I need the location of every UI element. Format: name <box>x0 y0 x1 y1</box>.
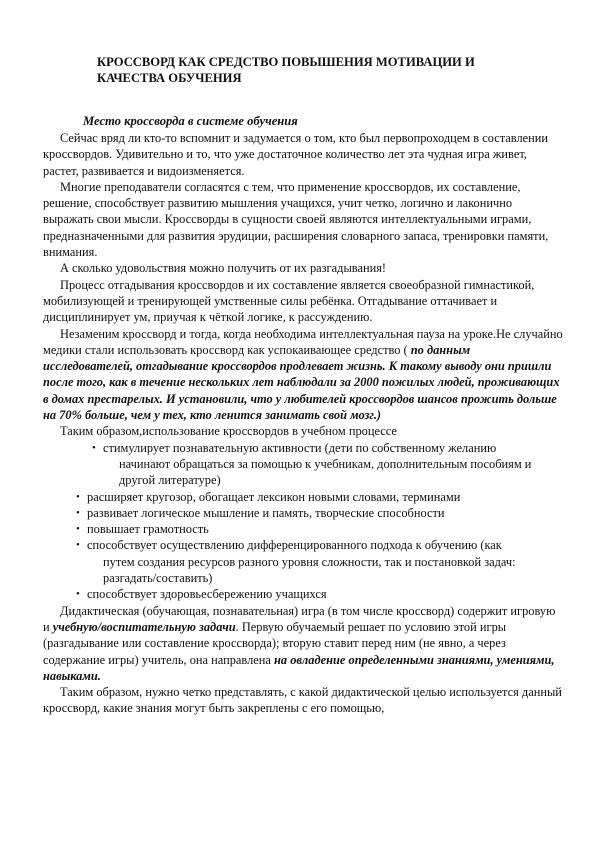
bullet-dot-icon: • <box>76 539 80 552</box>
paragraph-7-start: Дидактическая (обучающая, познавательная) игра (в том числе кроссворд) содержит игровую и <box>43 603 556 634</box>
paragraph-7 <box>43 603 563 684</box>
bullet-2-text: расширяет кругозор, обогащает лексикон новыми словами, терминами <box>87 489 461 504</box>
bullet-1-continuation: начинают обращаться за помощью к учебникам, дополнительным пособиям и другой литературе) <box>119 456 532 488</box>
paragraph-8: Таким образом, нужно четко представлять, с какой дидактической целью используется данный кроссворд, какие знания могут быть закреплены с его помощью, <box>43 685 562 716</box>
bullet-5-continuation: путем создания ресурсов разного уровня сложности, так и постановкой задач: разгадать/составить) <box>103 554 516 586</box>
list-item <box>43 440 563 489</box>
paragraph-6: Таким образом,использование кроссвордов в учебном процессе <box>60 424 397 439</box>
bullet-dot-icon: • <box>76 523 80 536</box>
paragraph-2: Многие преподаватели согласятся с тем, что применение кроссвордов, их составление, решение, способствует развитию мышления учащихся, учит четко, логично и лаконично выражать свои мысли. Кроссворды в сущности своей являются интеллектуальными играми, предназначенными для развития эрудиции, расширения словарного запаса, тренировки памяти, внимания. <box>43 179 549 260</box>
bullet-6-text: способствует здоровьесбережению учащихся <box>87 587 327 602</box>
title-line-1: КРОССВОРД КАК СРЕДСТВО ПОВЫШЕНИЯ МОТИВАЦИИ И <box>97 55 475 69</box>
paragraph-5-text: Незаменим кроссворд и тогда, когда необходима интеллектуальная пауза на уроке.Не случайно медики стали использовать кроссворд как успокаивающее средство ( <box>43 326 563 357</box>
list-item <box>43 521 563 537</box>
document-body <box>43 130 563 717</box>
bullet-1-main: стимулирует познавательную активности ( <box>103 440 329 455</box>
paragraph-5 <box>43 326 563 424</box>
section-subtitle: Место кроссворда в системе обучения <box>83 114 298 128</box>
bullet-dot-icon: • <box>92 441 96 454</box>
list-item <box>43 586 563 602</box>
bullet-5-text: способствует осуществлению дифференцированного подхода к обучению (как <box>87 538 502 553</box>
paragraph-7-emphasis-1: учебную/воспитательную задачи <box>52 619 236 634</box>
bullet-dot-icon: • <box>76 506 80 519</box>
paragraph-5-italic: по данным исследователей, отгадывание кроссвордов продлевает жизнь. К такому выводу они пришли после того, как в течение нескольких лет наблюдали за 2000 пожилых людей, проживающих в домах престарелых. И установили, что у любителей кроссвордов шансов прожить дольше на 70% больше, чем у тех, кто ленится занимать свой мозг.) <box>43 342 560 423</box>
paragraph-4: Процесс отгадывания кроссвордов и их составление является своеобразной гимнастикой, мобилизующей и тренирующей умственные силы ребёнка. Отгадывание оттачивает и дисциплинирует ум, приучая к чёткой логике, к рассуждению. <box>43 277 535 325</box>
list-item <box>43 489 563 505</box>
paragraph-7-middle: . Первую обучаемый решает по условию этой игры (разгадывание или составление кроссворда); вторую ставит перед ним (не явно, а через содержание игры) учитель, она направлена <box>43 619 507 667</box>
benefits-list <box>43 440 563 603</box>
paragraph-7-emphasis-2: на овладение определенными знаниями, умениями, навыками. <box>43 652 555 683</box>
bullet-4-text: повышает грамотность <box>87 522 209 537</box>
paragraph-3: А сколько удовольствия можно получить от их разгадывания! <box>60 261 387 276</box>
list-item <box>43 505 563 521</box>
paragraph-1: Сейчас вряд ли кто-то вспомнит и задумается о том, кто был первопроходцем в составлении кроссвордов. Удивительно и то, что уже достаточное количество лет эта чудная игра живет, растет, развивается и видоизменяется. <box>43 131 549 178</box>
title-line-2: КАЧЕСТВА ОБУЧЕНИЯ <box>97 70 242 85</box>
list-item <box>43 537 563 586</box>
document-title <box>97 55 537 86</box>
bullet-dot-icon: • <box>76 490 80 503</box>
bullet-dot-icon: • <box>76 588 80 601</box>
bullet-3-text: развивает логическое мышление и память, творческие способности <box>87 505 445 520</box>
bullet-1-rest: дети по собственному желанию <box>328 440 497 455</box>
